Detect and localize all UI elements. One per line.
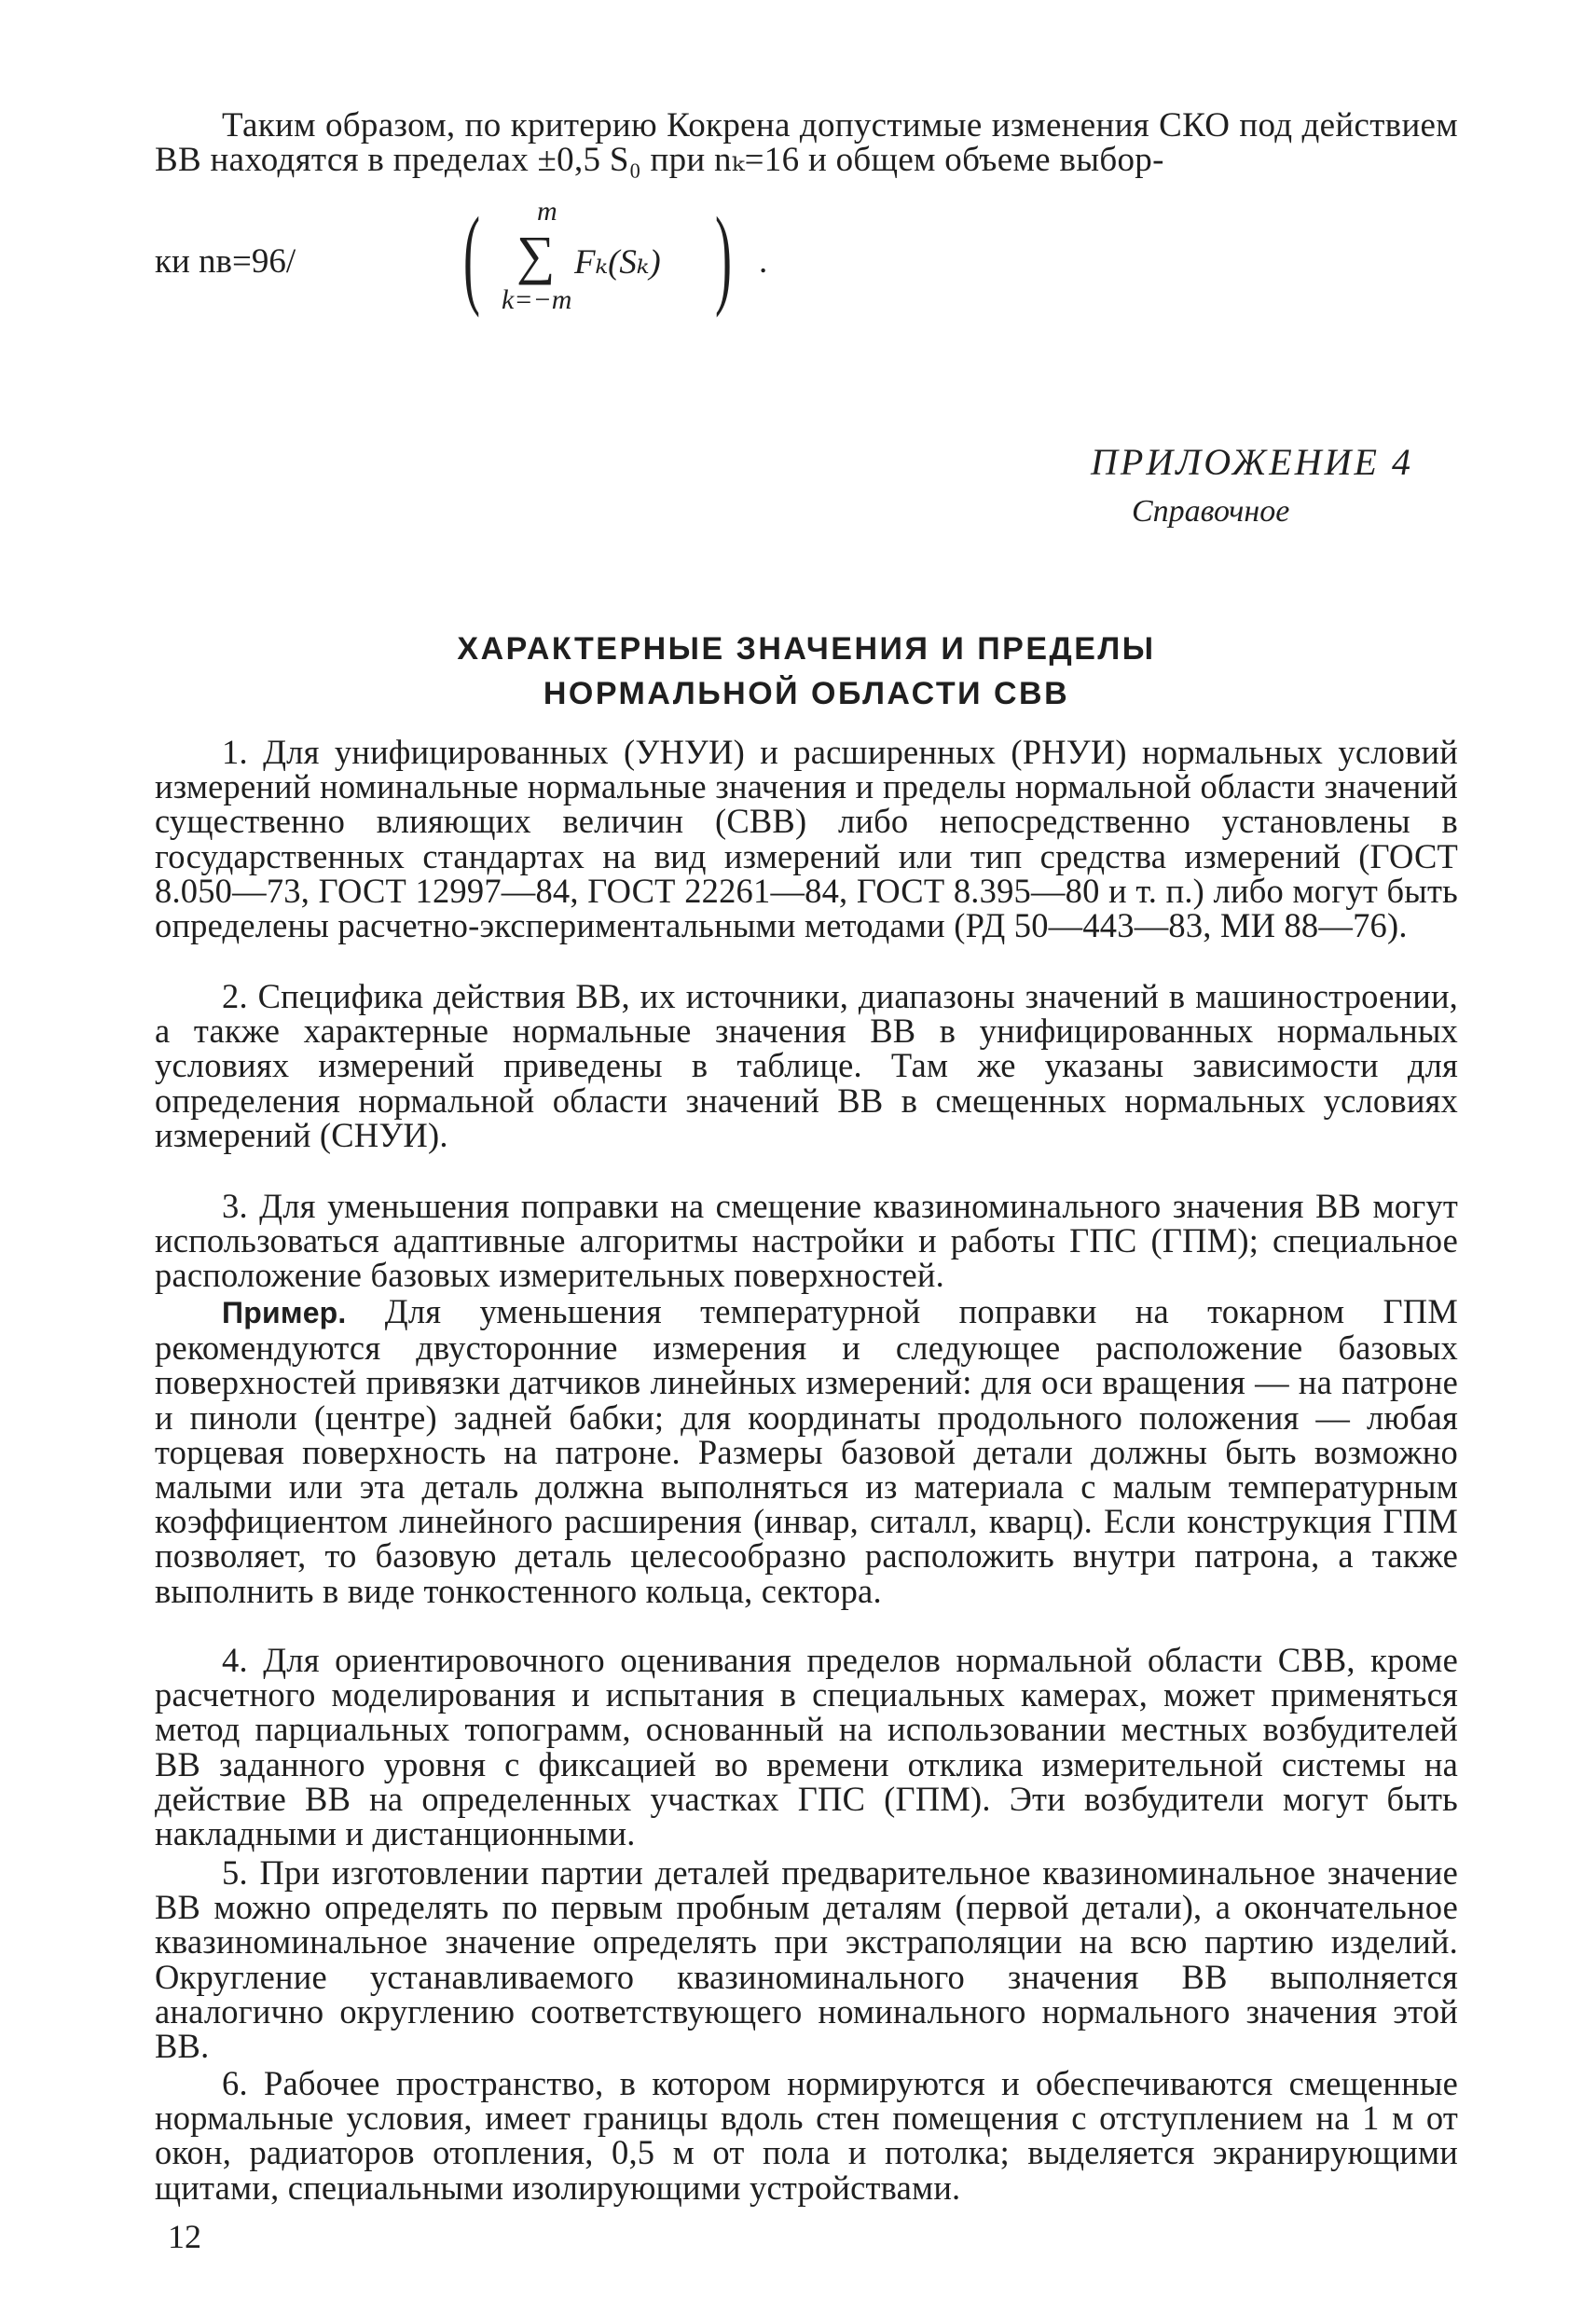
paragraph-3: 3. Для уменьшения поправки на смещение квазиноминального значения ВВ могут использоваться адаптивные алгоритмы настройки и работы ГПС (ГПМ); специальное расположение базовых измерительных поверхностей. [155,1187,1458,1295]
formula-lower-limit: k=−m [502,284,572,315]
example-text: Для уменьшения температурной поправки на токарном ГПМ рекомендуются двусторонние измерения и следующее расположение базовых поверхностей привязки датчиков линейных измерений: для оси вращения — на патроне и пиноли (центре) задней бабки; для координаты продольного положения — любая торцевая поверхность на патроне. Размеры базовой детали должны быть возможно малыми или эта деталь должна выполняться из материала с малым температурным коэффициентом линейного расширения (инвар, ситалл, кварц). Если конструкция ГПМ позволяет, то базовую деталь целесообразно расположить внутри патрона, а также выполнить в виде тонкостенного кольца, сектора. [155,1292,1458,1610]
paragraph-1: 1. Для унифицированных (УНУИ) и расширенных (РНУИ) нормальных условий измерений номинальные нормальные значения и пределы нормальной области значений существенно влияющих величин (СВВ) либо непосредственно установлены в государственных стандартах на вид измерений или тип средства измерений (ГОСТ 8.050—73, ГОСТ 12997—84, ГОСТ 22261—84, ГОСТ 8.395—80 и т. п.) либо могут быть определены расчетно-экспериментальными методами (РД 50—443—83, МИ 88—76). [155,733,1458,945]
formula-left-paren: ( [462,194,480,318]
sigma-symbol: ∑ [516,225,556,285]
paragraph-4: 4. Для ориентировочного оценивания пределов нормальной области СВВ, кроме расчетного моделирования и испытания в специальных камерах, может применяться метод парциальных топограмм, основанный на использовании местных возбудителей ВВ заданного уровня с фиксацией во времени отклика измерительной системы на действие ВВ на определенных участках ГПС (ГПМ). Эти возбудители могут быть накладными и дистанционными. [155,1641,1458,1853]
formula-right-paren: ) [714,194,732,318]
example-paragraph [155,1294,1458,1608]
paragraph-2: 2. Специфика действия ВВ, их источники, диапазоны значений в машиностроении, а также характерные нормальные значения ВВ в унифицированных нормальных условиях измерений приведены в таблице. Там же указаны зависимости для определения нормальной области значений ВВ в смещенных нормальных условиях измерений (СНУИ). [155,977,1458,1154]
sample-size-formula [155,191,807,318]
section-heading-line-1: ХАРАКТЕРНЫЕ ЗНАЧЕНИЯ И ПРЕДЕЛЫ [457,631,1156,667]
page-number: 12 [168,2218,201,2255]
paragraph-5: 5. При изготовлении партии деталей предварительное квазиноминальное значение ВВ можно определять по первым пробным деталям (первой детали), а окончательное квазиноминальное значение определять при экстраполяции на всю партию изделий. Округление устанавливаемого квазиноминального значения ВВ выполняется аналогично округлению соответствующего номинального нормального значения этой ВВ. [155,1853,1458,2066]
appendix-label: ПРИЛОЖЕНИЕ 4 [1091,441,1413,483]
formula-end: . [759,242,768,281]
formula-upper-limit: m [537,196,557,227]
formula-prefix: ки nв=96/ [155,242,296,281]
formula-function: Fₖ(Sₖ) [574,243,661,282]
paragraph-6: 6. Рабочее пространство, в котором нормируются и обеспечиваются смещенные нормальные условия, имеет границы вдоль стен помещения с отступлением на 1 м от окон, радиаторов отопления, 0,5 м от пола и потолка; выделяется экранирующими щитами, специальными изолирующими устройствами. [155,2064,1458,2207]
example-lead: Пример. [222,1296,347,1329]
section-heading-line-2: НОРМАЛЬНОЙ ОБЛАСТИ СВВ [543,676,1070,711]
appendix-subtitle: Справочное [1132,494,1290,529]
intro-paragraph: Таким образом, по критерию Кокрена допустимые изменения СКО под действием ВВ находятся в пределах ±0,5 S₀ при nₖ=16 и общем объеме выбор- [155,106,1458,179]
